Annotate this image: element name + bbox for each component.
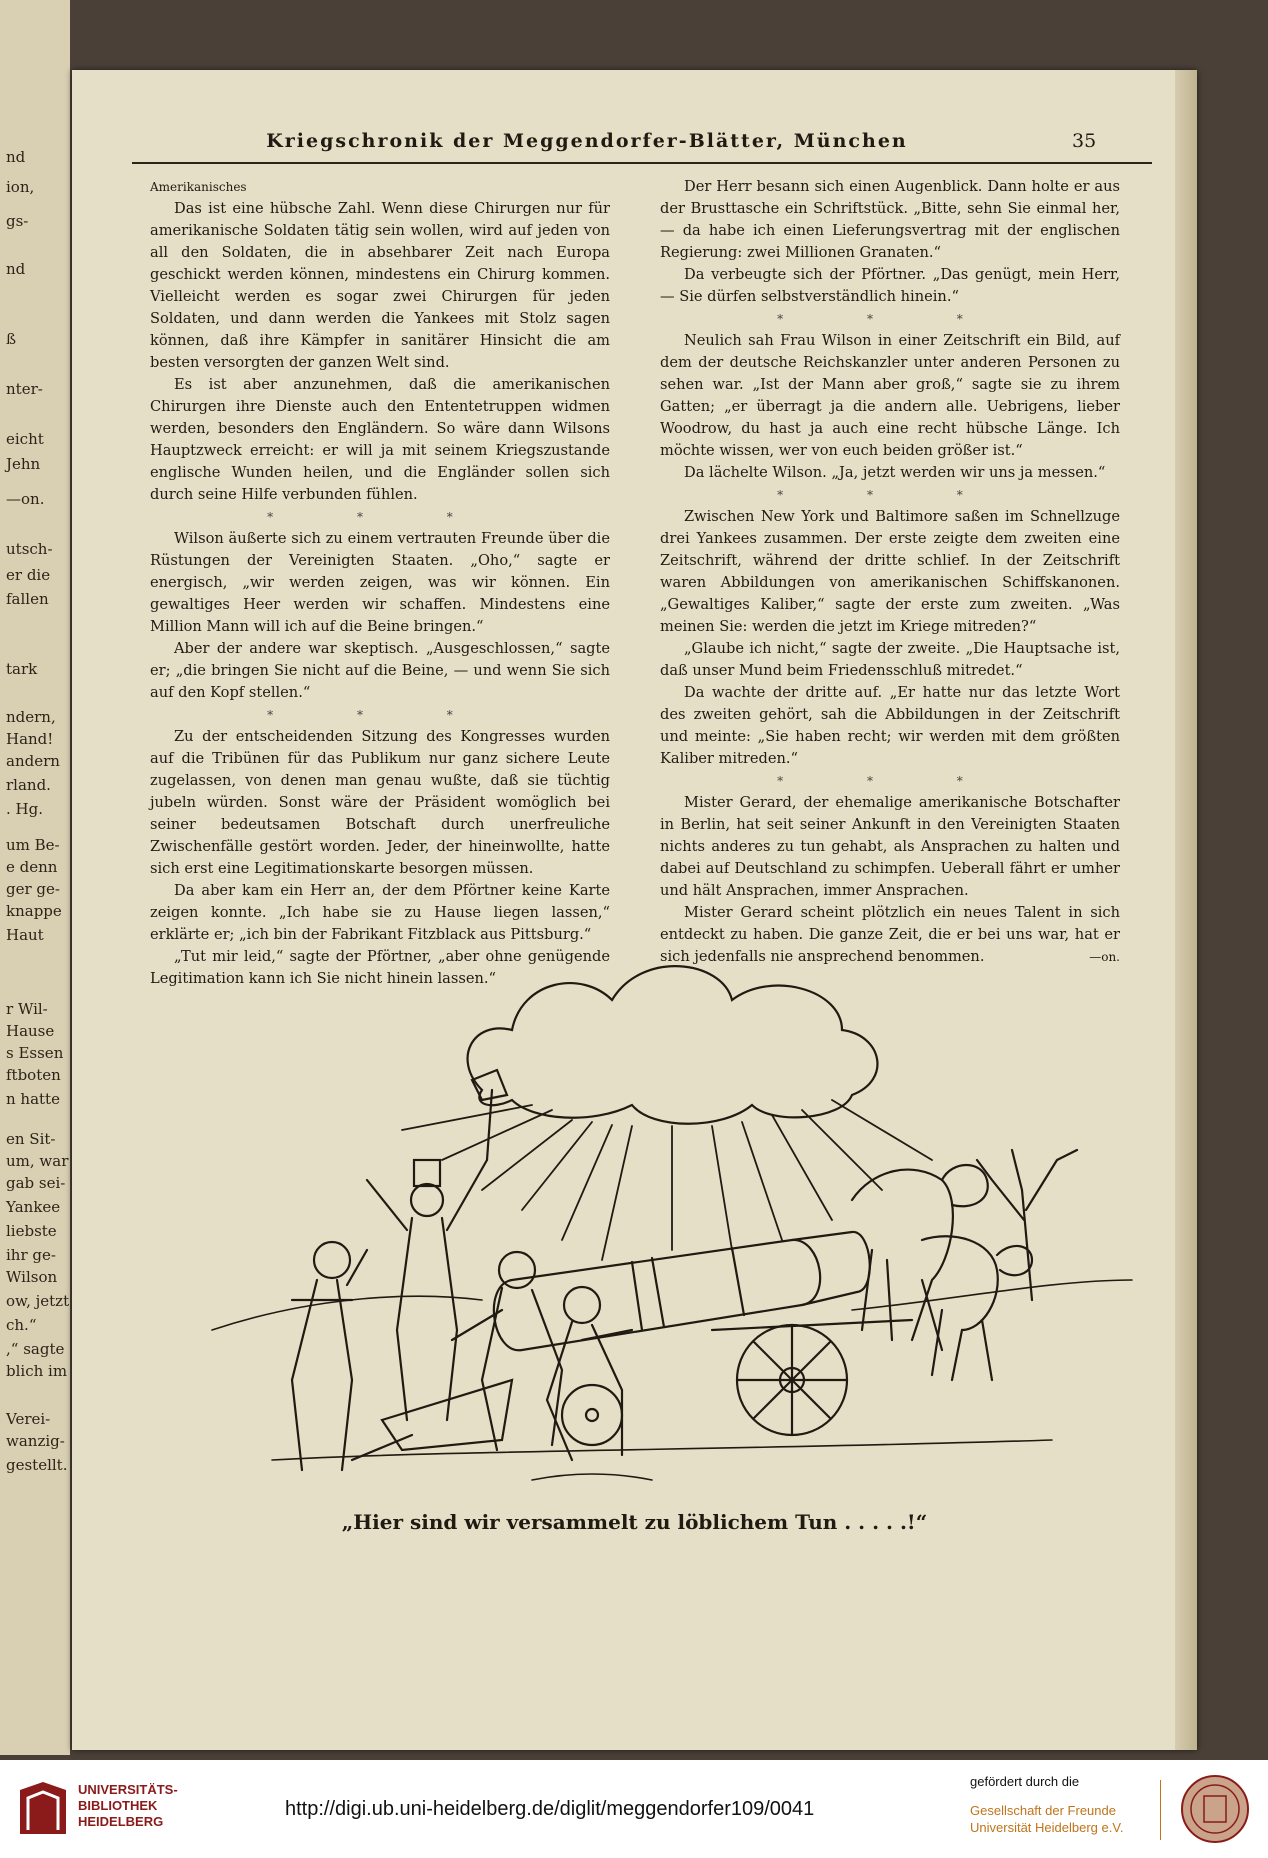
society-line: Gesellschaft der Freunde xyxy=(970,1803,1116,1818)
right-column xyxy=(660,176,1120,968)
tree-drawing xyxy=(977,1150,1077,1300)
adjacent-page-fragment: ftboten xyxy=(6,1066,61,1084)
separator: * * * xyxy=(267,510,493,524)
running-header: Kriegschronik der Meggendorfer-Blätter, München xyxy=(266,130,908,152)
adjacent-page-fragment: nter- xyxy=(6,380,43,398)
paragraph: Da aber kam ein Herr an, der dem Pförtner keine Karte zeigen konnte. „Ich habe sie zu Hause liegen lassen,“ erklärte er; „ich bin der Fabrikant Fitzblack aus Pittsburg.“ xyxy=(150,882,610,943)
separator: * * * xyxy=(267,708,493,722)
illustration-caption: „Hier sind wir versammelt zu löblichem Tun . . . . .!“ xyxy=(341,1510,928,1534)
paragraph: Das ist eine hübsche Zahl. Wenn diese Chirurgen nur für amerikanische Soldaten tätig sein wollen, wird auf jeden von all den Soldaten, die in absehbarer Zeit nach Europa geschickt werden können, mindestens ein Chirurg kommen. Vielleicht werden es sogar zwei Chirurgen für jeden Soldaten, und dann werden die Yankees mit Stolz sagen können, daß ihre Kämpfer in sanitärer Hinsicht die am besten versorgten der ganzen Welt sind. xyxy=(150,200,610,371)
section-label: Amerikanisches xyxy=(150,180,247,194)
adjacent-page-fragment: ndern, xyxy=(6,708,56,726)
adjacent-page-fragment: Verei- xyxy=(6,1410,51,1428)
page-number: 35 xyxy=(1072,130,1097,152)
paragraph: Es ist aber anzunehmen, daß die amerikanischen Chirurgen ihre Dienste auch den Ententetruppen widmen werden, besonders den Engländern. So wäre dann Wilsons Hauptzweck erreicht: er will ja mit seinem Kriegszustande englische Wunden heilen, und die Engländer sollen sich durch seine Hilfe verbunden fühlen. xyxy=(150,376,610,503)
paragraph: Neulich sah Frau Wilson in einer Zeitschrift ein Bild, auf dem der deutsche Reichskanzler unter anderen Personen zu sehen war. „Ist der Mann aber groß,“ sagte sie zu ihrem Gatten; „er überragt ja die andern alle. Uebrigens, lieber Woodrow, du hast ja auch eine recht hübsche Länge. Ich möchte wissen, wer von euch beiden größer ist.“ xyxy=(660,332,1120,459)
figure-pushing xyxy=(547,1287,632,1460)
adjacent-page-fragment: ,“ sagte xyxy=(6,1340,65,1358)
adjacent-page-fragment: gab sei- xyxy=(6,1174,66,1192)
adjacent-page-fragment: blich im xyxy=(6,1362,68,1380)
header-rule xyxy=(132,162,1152,164)
adjacent-page-fragment: gestellt. xyxy=(6,1456,68,1474)
adjacent-page-fragment: tark xyxy=(6,660,38,678)
paragraph: Da verbeugte sich der Pförtner. „Das genügt, mein Herr, — Sie dürfen selbstverständlich hinein.“ xyxy=(660,266,1120,305)
cloud-drawing xyxy=(468,966,878,1124)
adjacent-page-fragment: gs- xyxy=(6,212,29,230)
paragraph: Zu der entscheidenden Sitzung des Kongresses wurden auf die Tribünen für das Publikum nur ganz sichere Leute zugelassen, von denen man genau wußte, daß sie tüchtig jubeln würden. Sonst wäre der Präsident womöglich bei seiner bedeutsamen Botschaft durch unerfreuliche Zwischenfälle gestört worden. Jeder, der hineinwollte, hatte sich erst eine Legitimationskarte besorgen müssen. xyxy=(150,728,610,877)
adjacent-page-fragment: ow, jetzt xyxy=(6,1292,70,1310)
society-line: Universität Heidelberg e.V. xyxy=(970,1820,1124,1835)
paragraph-text: Mister Gerard scheint plötzlich ein neues Talent in sich entdeckt zu haben. Die ganze Zeit, die er bei uns war, hat er sich jedenfalls nie ansprechend benommen. xyxy=(660,904,1120,965)
paragraph: Da wachte der dritte auf. „Er hatte nur das letzte Wort des zweiten gehört, sah die Abbildungen in der Zeitschrift und meinte: „Sie haben recht; wir werden mit dem größten Kaliber mitreden.“ xyxy=(660,684,1120,767)
separator: * * * xyxy=(777,312,1003,326)
adjacent-page-fragment: Yankee xyxy=(6,1198,61,1216)
paragraph: „Tut mir leid,“ sagte der Pförtner, „aber ohne genügende Legitimation kann ich Sie nicht hinein lassen.“ xyxy=(150,948,610,987)
adjacent-page-fragment: ger ge- xyxy=(6,880,60,898)
page-spine xyxy=(1175,70,1197,1750)
adjacent-page-fragment: nd xyxy=(6,148,26,166)
adjacent-page-fragment: eicht xyxy=(6,430,44,448)
university-seal-icon xyxy=(1180,1774,1250,1844)
adjacent-page-fragment: s Essen xyxy=(6,1044,64,1062)
paragraph: Mister Gerard, der ehemalige amerikanische Botschafter in Berlin, hat seit seiner Ankunft in den Vereinigten Staaten nichts anderes zu tun gehabt, als Ansprachen zu halten und dabei auf Deutschland zu schimpfen. Ueberall fährt er umher und hält Ansprachen, immer Ansprachen. xyxy=(660,794,1120,899)
adjacent-page-fragment: utsch- xyxy=(6,540,53,558)
adjacent-page-fragment: rland. xyxy=(6,776,51,794)
digitization-footer xyxy=(0,1760,1268,1858)
adjacent-page-fragment: Jehn xyxy=(6,455,41,473)
paragraph: „Glaube ich nicht,“ sagte der zweite. „Die Hauptsache ist, daß unser Mund beim Friedensschluß mitredet.“ xyxy=(660,640,1120,679)
ground-lines xyxy=(212,1280,1132,1480)
paragraph: Der Herr besann sich einen Augenblick. Dann holte er aus der Brusttasche ein Schriftstück. „Bitte, sehn Sie einmal her, — da habe ich einen Lieferungsvertrag mit der englischen Regierung: zwei Millionen Granaten.“ xyxy=(660,178,1120,261)
library-name xyxy=(78,1782,178,1830)
library-name-line: UNIVERSITÄTS- xyxy=(78,1782,178,1797)
adjacent-page-fragment: Haut xyxy=(6,926,44,944)
adjacent-page-fragment: Hand! xyxy=(6,730,54,748)
separator: * * * xyxy=(777,488,1003,502)
separator: * * * xyxy=(777,774,1003,788)
adjacent-page-fragment: knappe xyxy=(6,902,62,920)
adjacent-page-fragment: —on. xyxy=(6,490,45,508)
university-logo-icon xyxy=(18,1780,68,1836)
library-name-line: HEIDELBERG xyxy=(78,1814,164,1829)
adjacent-page-fragment: um, war xyxy=(6,1152,69,1170)
paragraph: Aber der andere war skeptisch. „Ausgeschlossen,“ sagte er; „die bringen Sie nicht auf die Beine, — und wenn Sie sich auf den Kopf stellen.“ xyxy=(150,640,610,701)
paragraph: Wilson äußerte sich zu einem vertrauten Freunde über die Rüstungen der Vereinigten Staaten. „Oho,“ sagte er energisch, „wir werden zeigen, was wir können. Ein gewaltiges Heer werden wir schaffen. Mindestens eine Million Mann will ich auf die Beine bringen.“ xyxy=(150,530,610,635)
adjacent-page-fragment: wanzig- xyxy=(6,1432,65,1450)
adjacent-page-sliver xyxy=(0,0,70,1755)
permalink-url[interactable]: http://digi.ub.uni-heidelberg.de/diglit/meggendorfer109/0041 xyxy=(285,1798,815,1820)
adjacent-page-fragment: r Wil- xyxy=(6,1000,48,1018)
library-name-line: BIBLIOTHEK xyxy=(78,1798,158,1813)
adjacent-page-fragment: liebste xyxy=(6,1222,57,1240)
adjacent-page-fragment: . Hg. xyxy=(6,800,43,818)
adjacent-page-fragment: en Sit- xyxy=(6,1130,56,1148)
adjacent-page-fragment: nd xyxy=(6,260,26,278)
footer-divider xyxy=(1160,1780,1161,1840)
adjacent-page-fragment: Wilson xyxy=(6,1268,58,1286)
adjacent-page-fragment: um Be- xyxy=(6,836,60,854)
book-page xyxy=(72,70,1197,1750)
adjacent-page-fragment: n hatte xyxy=(6,1090,60,1108)
adjacent-page-fragment: e denn xyxy=(6,858,58,876)
society-name xyxy=(970,1802,1123,1836)
adjacent-page-fragment: Hause xyxy=(6,1022,55,1040)
adjacent-page-fragment: fallen xyxy=(6,590,49,608)
adjacent-page-fragment: ihr ge- xyxy=(6,1246,56,1264)
sun-rays xyxy=(402,1100,932,1260)
cartoon-illustration xyxy=(152,860,1152,1490)
wheelbarrow-drawing xyxy=(352,1380,512,1460)
figure-worker xyxy=(292,1242,367,1470)
adjacent-page-fragment: ß xyxy=(6,330,17,348)
adjacent-page-fragment: andern xyxy=(6,752,60,770)
funding-note: gefördert durch die xyxy=(970,1774,1080,1789)
paragraph: Zwischen New York und Baltimore saßen im Schnellzuge drei Yankees zusammen. Der erste zeigte dem zweiten eine Zeitschrift, während der dritte schlief. In der Zeitschrift waren Abbildungen von amerikanischen Schiffskanonen. „Gewaltiges Kaliber,“ sagte der erste zum zweiten. „Was meinen Sie: werden die jetzt im Kriege mitreden?“ xyxy=(660,508,1120,635)
author-signature: —on. xyxy=(1089,950,1120,964)
adjacent-page-fragment: ion, xyxy=(6,178,35,196)
adjacent-page-fragment: ch.“ xyxy=(6,1316,37,1334)
paragraph: Da lächelte Wilson. „Ja, jetzt werden wir uns ja messen.“ xyxy=(684,464,1106,481)
adjacent-page-fragment: er die xyxy=(6,566,51,584)
